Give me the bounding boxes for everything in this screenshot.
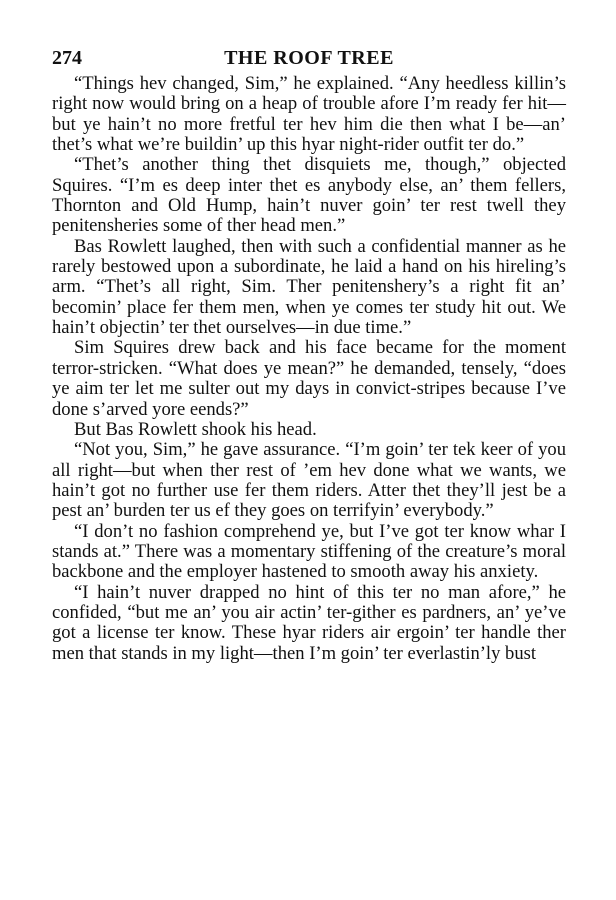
running-title: THE ROOF TREE (224, 47, 394, 69)
paragraph-8: “I hain’t nuver drapped no hint of this ter no man afore,” he confided, “but me an’ you air actin’ ter-gither es pardners, an’ ye’ve got a license ter know. These hyar riders air ergoin’ ter handle ther men that stands in my light—then I’m goin’ ter everlastin’ly bust (52, 581, 566, 664)
paragraph-6: “Not you, Sim,” he gave assurance. “I’m goin’ ter tek keer of you all right—but when ther rest of ’em hev done what we wants, we hain’t got no further use fer them riders. Atter thet they’ll jest be a pest an’ burden ter us ef they goes on terrifyin’ everybody.” (52, 439, 566, 522)
page-number: 274 (52, 47, 82, 69)
paragraph-1: “Things hev changed, Sim,” he explained. “Any heedless killin’s right now would bring on a heap of trouble afore I’m ready fer hit—but ye hain’t no more fretful ter hev him die then what I be—an’ thet’s what we’re buildin’ up this hyar night-rider outfit ter do.” (52, 73, 566, 156)
paragraph-5: But Bas Rowlett shook his head. (74, 418, 317, 440)
book-page (52, 42, 566, 664)
paragraph-2: “Thet’s another thing thet disquiets me, though,” objected Squires. “I’m es deep inter thet es anybody else, an’ them fellers, Thornton and Old Hump, hain’t nuver goin’ ter rest twell they penitensheries some of ther head men.” (52, 154, 566, 237)
body-text (52, 74, 566, 664)
paragraph-7: “I don’t no fashion comprehend ye, but I’ve got ter know whar I stands at.” There was a momentary stiffening of the creature’s moral backbone and the employer hastened to smooth away his anxiety. (52, 520, 566, 583)
paragraph-3: Bas Rowlett laughed, then with such a confidential manner as he rarely bestowed upon a subordinate, he laid a hand on his hireling’s arm. “Thet’s all right, Sim. Ther penitenshery’s a right fit an’ becomin’ place fer them men, when ye comes ter study hit out. We hain’t objectin’ ter thet ourselves—in due time.” (52, 235, 566, 339)
paragraph-4: Sim Squires drew back and his face became for the moment terror-stricken. “What does ye mean?” he demanded, tensely, “does ye aim ter let me sulter out my days in convict-stripes because I’ve done s’arved yore eends?” (52, 337, 566, 420)
running-head (52, 42, 566, 74)
